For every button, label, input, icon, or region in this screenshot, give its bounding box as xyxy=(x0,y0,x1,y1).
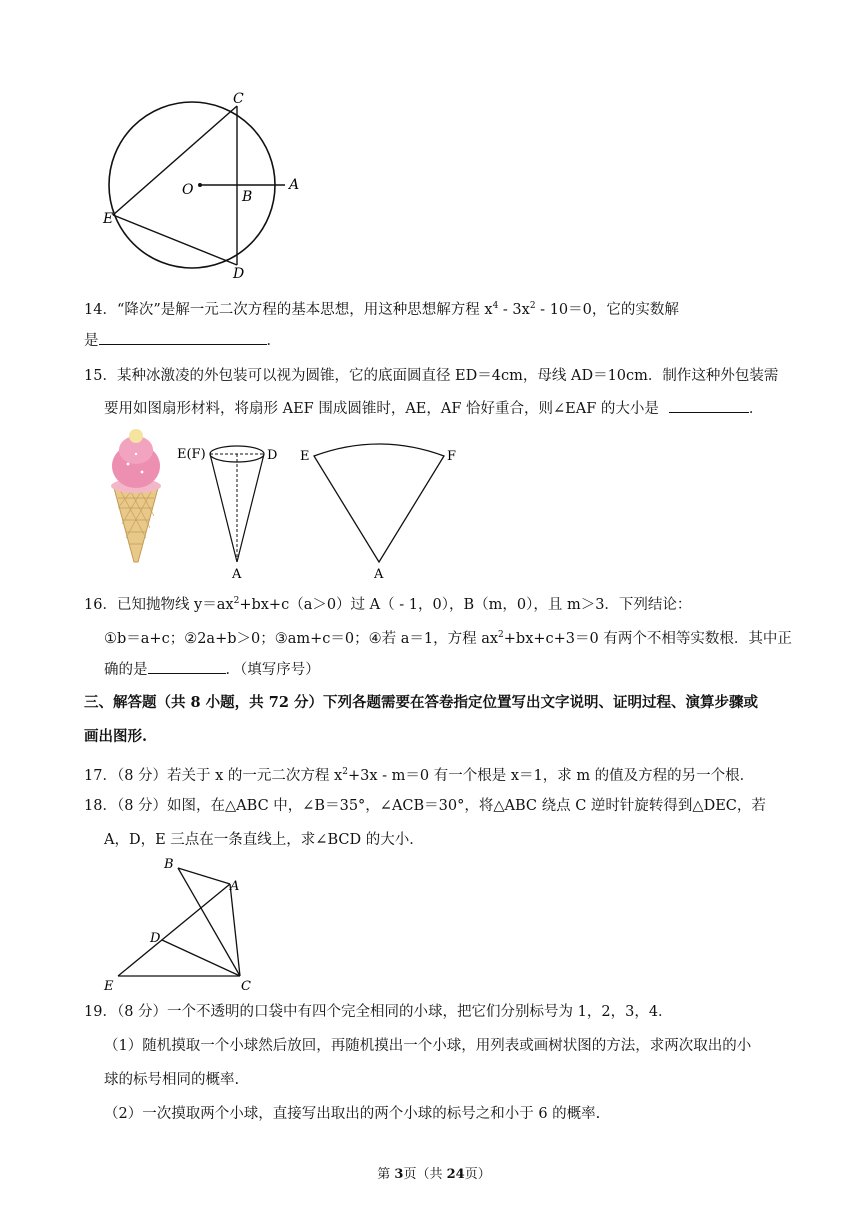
label-a: A xyxy=(232,567,242,582)
q18-line2: A，D，E 三点在一条直线上，求∠BCD 的大小． xyxy=(104,832,424,848)
label-c: C xyxy=(233,91,244,107)
label-e: E xyxy=(104,979,114,994)
q18-line1: 18．（8 分）如图，在△ABC 中，∠B＝35°，∠ACB＝30°，将△ABC 绕点 C 逆时针旋转得到△DEC，若 xyxy=(84,798,766,814)
page-number: 3 xyxy=(394,1167,404,1182)
section-3-heading-cont: 画出图形. xyxy=(84,728,148,745)
center-dot xyxy=(198,183,202,187)
triangle-figure xyxy=(100,854,270,996)
section-3-heading: 三、解答题（共 8 小题，共 72 分）下列各题需要在答卷指定位置写出文字说明、证明过程、演算步骤或 xyxy=(84,694,758,711)
page-footer: 第 3页（共 24页） xyxy=(377,1167,491,1182)
chord-ed xyxy=(113,215,237,265)
sector-figure xyxy=(296,436,466,586)
q14-line1: 14．“降次”是解一元二次方程的基本思想，用这种思想解方程 $x^4 - 3x^2 - 10=0$，它的实数解 xyxy=(84,301,679,318)
label-e: E xyxy=(103,211,114,227)
label-d: D xyxy=(150,931,161,946)
label-d: D xyxy=(233,266,245,282)
q19-line2: （1）随机摸取一个小球然后放回，再随机摸出一个小球，用列表或画树状图的方法，求两次取出的小 xyxy=(104,1038,752,1054)
label-ef: E(F) xyxy=(177,447,206,462)
q15-line2: 要用如图扇形材料，将扇形 AEF 围成圆锥时，AE，AF 恰好重合，则∠EAF 的大小是 ． xyxy=(104,398,763,419)
circle-figure xyxy=(96,88,316,283)
label-c: C xyxy=(241,979,251,994)
label-a: A xyxy=(230,879,240,894)
q16-line2: ①b＝a+c；②2a+b＞0；③am+c＝0；④若 a＝1，方程 $ax^2+bx+c+3=0$ 有两个不相等实数根．其中正 xyxy=(104,630,792,647)
label-e: E xyxy=(300,449,310,464)
q19-line4: （2）一次摸取两个小球，直接写出取出的两个小球的标号之和小于 6 的概率. xyxy=(104,1106,601,1122)
label-a: A xyxy=(289,177,300,193)
q16-line1: 16．已知抛物线 $y=ax^2+bx+c(a>0)$过 A（ - 1，0），B（m，0），且 m＞3．下列结论： xyxy=(84,596,692,613)
answer-blank xyxy=(148,659,226,674)
chord-ec xyxy=(113,106,237,215)
q19-line1: 19．（8 分）一个不透明的口袋中有四个完全相同的小球，把它们分别标号为 1，2，3，4． xyxy=(84,1004,673,1020)
label-f: F xyxy=(447,449,457,464)
label-b: B xyxy=(164,857,174,872)
q19-line3: 球的标号相同的概率. xyxy=(104,1072,240,1088)
ice-cream-image xyxy=(106,428,166,566)
sector-aef xyxy=(314,444,444,562)
label-b: B xyxy=(242,189,253,205)
cone-figure xyxy=(175,436,285,584)
page-total: 24 xyxy=(446,1167,465,1182)
answer-blank xyxy=(669,398,749,413)
q14-line2: 是 ． xyxy=(84,330,281,351)
answer-blank xyxy=(99,330,267,345)
label-a: A xyxy=(374,567,384,582)
q15-line1: 15．某种冰激凌的外包装可以视为圆锥，它的底面圆直径 ED＝4cm，母线 AD＝10cm．制作这种外包装需 xyxy=(84,368,779,384)
label-o: O xyxy=(182,182,194,198)
q16-line3: 确的是 ．（填写序号） xyxy=(104,659,320,680)
q17-line1: 17．（8 分）若关于 x 的一元二次方程 $x^2+3x - m=0$ 有一个根是 x＝1，求 m 的值及方程的另一个根． xyxy=(84,767,755,784)
label-d: D xyxy=(267,448,278,463)
